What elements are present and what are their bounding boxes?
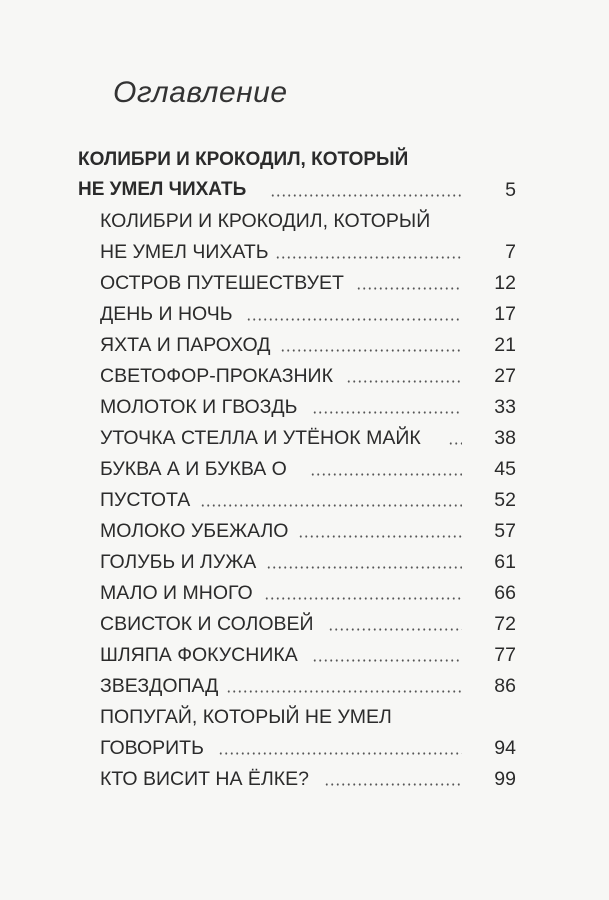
- toc-leader-dots: [328, 628, 462, 631]
- toc-leader-dots: [218, 752, 462, 755]
- toc-entry-title: ПУСТОТА: [100, 489, 191, 511]
- toc-page-number: 5: [505, 179, 516, 201]
- toc-leader-dots: [275, 256, 462, 259]
- toc-entry: [0, 703, 609, 731]
- toc-part-line2: [0, 176, 609, 204]
- toc-leader-dots: [226, 690, 462, 693]
- toc-entry: [0, 641, 609, 669]
- toc-entry-title: ЯХТА И ПАРОХОД: [100, 334, 271, 356]
- toc-page-number: 94: [494, 737, 516, 759]
- toc-leader-dots: [200, 504, 462, 507]
- toc-entry: [0, 548, 609, 576]
- toc-entry-title-line2: НЕ УМЕЛ ЧИХАТЬ: [100, 241, 269, 263]
- toc-entry: [0, 207, 609, 235]
- toc-heading: Оглавление: [113, 76, 288, 109]
- toc-entry: [0, 269, 609, 297]
- toc-entry-title-line2: ГОВОРИТЬ: [100, 737, 204, 759]
- toc-leader-dots: [310, 473, 462, 476]
- toc-entry: [0, 331, 609, 359]
- toc-entry-title: МОЛОКО УБЕЖАЛО: [100, 520, 289, 542]
- toc-leader-dots: [356, 287, 462, 290]
- toc-leader-dots: [346, 380, 462, 383]
- toc-entry-continued: [0, 734, 609, 762]
- toc-entry-title: ЗВЕЗДОПАД: [100, 675, 219, 697]
- toc-page-number: 7: [505, 241, 516, 263]
- toc-leader-dots: [280, 349, 462, 352]
- toc-entry: [0, 579, 609, 607]
- toc-entry-title: СВЕТОФОР-ПРОКАЗНИК: [100, 365, 333, 387]
- toc-entry: [0, 455, 609, 483]
- toc-entry-title: МОЛОТОК И ГВОЗДЬ: [100, 396, 298, 418]
- toc-entry-title: БУКВА А И БУКВА О: [100, 458, 287, 480]
- toc-page-number: 33: [494, 396, 516, 418]
- toc-page-number: 61: [494, 551, 516, 573]
- toc-page-number: 57: [494, 520, 516, 542]
- toc-entry-title: УТОЧКА СТЕЛЛА И УТЁНОК МАЙК: [100, 427, 421, 449]
- toc-entry-title: МАЛО И МНОГО: [100, 582, 253, 604]
- toc-leader-dots: [264, 597, 462, 600]
- toc-entry: [0, 672, 609, 700]
- toc-page-number: 86: [494, 675, 516, 697]
- toc-entry: [0, 486, 609, 514]
- toc-entry-title: ГОЛУБЬ И ЛУЖА: [100, 551, 257, 573]
- toc-leader-dots: [298, 535, 462, 538]
- toc-leader-dots: [246, 318, 462, 321]
- toc-page-number: 38: [494, 427, 516, 449]
- toc-part-title-line2: НЕ УМЕЛ ЧИХАТЬ: [78, 179, 247, 200]
- toc-page-number: 72: [494, 613, 516, 635]
- toc-entry-title: СВИСТОК И СОЛОВЕЙ: [100, 613, 314, 635]
- toc-page-number: 77: [494, 644, 516, 666]
- toc-entry-title: ШЛЯПА ФОКУСНИКА: [100, 644, 298, 666]
- toc-page-number: 17: [494, 303, 516, 325]
- toc-leader-dots: [312, 411, 462, 414]
- toc-page-number: 27: [494, 365, 516, 387]
- toc-entry-title-line1: ПОПУГАЙ, КОТОРЫЙ НЕ УМЕЛ: [100, 706, 392, 728]
- toc-entry-title: ОСТРОВ ПУТЕШЕСТВУЕТ: [100, 272, 344, 294]
- toc-entry: [0, 300, 609, 328]
- toc-entry: [0, 610, 609, 638]
- toc-leader-dots: [324, 783, 462, 786]
- toc-page-number: 66: [494, 582, 516, 604]
- toc-entry: [0, 765, 609, 793]
- toc-entry: [0, 362, 609, 390]
- toc-leader-dots: [448, 442, 462, 445]
- toc-entry: [0, 424, 609, 452]
- toc-page-number: 52: [494, 489, 516, 511]
- toc-entry: [0, 517, 609, 545]
- toc-part-title-line1: КОЛИБРИ И КРОКОДИЛ, КОТОРЫЙ: [78, 149, 409, 170]
- toc-leader-dots: [312, 659, 462, 662]
- toc-page-number: 21: [494, 334, 516, 356]
- toc-entry: [0, 393, 609, 421]
- toc-entry-title-line1: КОЛИБРИ И КРОКОДИЛ, КОТОРЫЙ: [100, 210, 431, 232]
- toc-page-number: 99: [494, 768, 516, 790]
- toc-part-line1: [0, 146, 609, 174]
- toc-entry-title: КТО ВИСИТ НА ЁЛКЕ?: [100, 768, 309, 790]
- toc-leader-dots: [270, 194, 462, 197]
- toc-entry-title: ДЕНЬ И НОЧЬ: [100, 303, 233, 325]
- toc-page-number: 12: [494, 272, 516, 294]
- toc-page-number: 45: [494, 458, 516, 480]
- toc-entry-continued: [0, 238, 609, 266]
- toc-leader-dots: [266, 566, 462, 569]
